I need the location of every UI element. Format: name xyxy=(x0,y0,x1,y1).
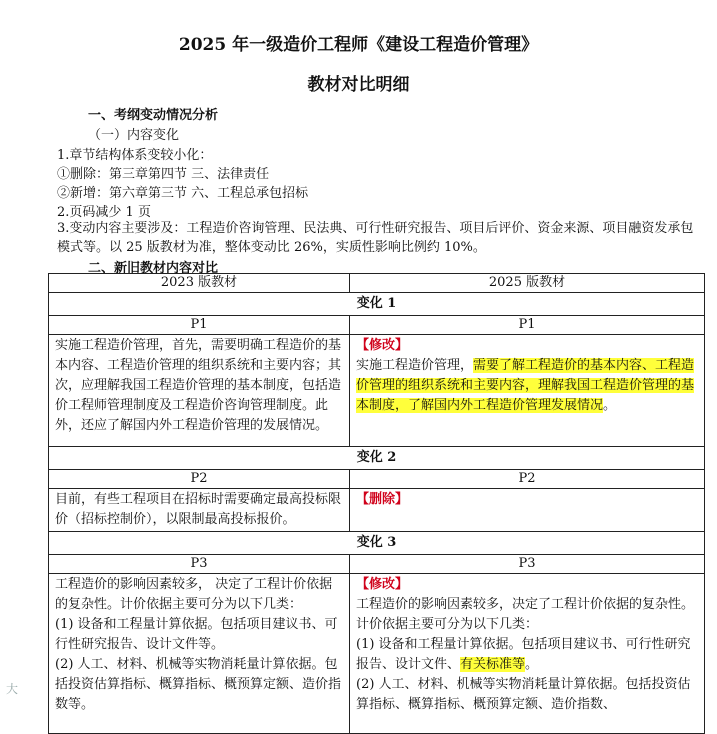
change-label: 变化 3 xyxy=(49,532,705,555)
text-line: 2.页码减少 1 页 xyxy=(57,205,151,220)
old-text-cell: 目前，有些工程项目在招标时需要确定最高投标限价（招标控制价），以限制最高投标报价。 xyxy=(49,489,350,532)
document-title: 2025 年一级造价工程师《建设工程造价管理》 xyxy=(178,35,539,55)
new-text-cell xyxy=(350,574,705,734)
old-text-cell: 实施工程造价管理，首先，需要明确工程造价的基本内容、工程造价管理的组织系统和主要内容；其次，应理解我国工程造价管理的基本制度，包括造价工程师管理制度及工程造价咨询管理制度。此外，还应了解国内外工程造价管理的发展情况。 xyxy=(49,335,350,447)
page-ref-old: P3 xyxy=(49,555,350,574)
text-run: 实施工程造价管理， xyxy=(356,358,474,373)
text-run: 。 xyxy=(603,398,617,413)
text-run: 。 (2) 人工、材料、机械等实物消耗量计算依据。包括投资估算指标、概算指标、概预算定额、造价指数、 xyxy=(356,657,691,712)
comparison-table xyxy=(48,273,705,734)
highlighted-text: 需要了解工程造价的基本内容、工程造价管理的组织系统和主要内容，理解我国工程造价管理的基本制度，了解国内外工程造价管理发展情况 xyxy=(356,358,695,413)
table-header-row xyxy=(49,274,705,293)
old-text-cell: 工程造价的影响因素较多， 决定了工程计价依据的复杂性。计价依据主要可分为以下几类： (1) 设备和工程量计算依据。包括项目建议书、可行性研究报告、设计文件等。 (2) 人工、材料、机械等实物消耗量计算依据。包括投资估算指标、概算指标、概预算定额、造价指数等。 xyxy=(49,574,350,734)
modify-tag: 【修改】 xyxy=(356,577,409,592)
subsection-heading: （一）内容变化 xyxy=(88,128,180,143)
column-header-old: 2023 版教材 xyxy=(49,274,350,293)
text-line: 1.章节结构体系变较小化： xyxy=(57,148,213,163)
delete-tag: 【删除】 xyxy=(356,492,409,507)
text-line: ①删除：第三章第四节 三、法律责任 xyxy=(57,167,270,182)
new-text-cell xyxy=(350,489,705,532)
text-run: 工程造价的影响因素较多，决定了工程计价依据的复杂性。计价依据主要可分为以下几类： (1) 设备和工程量计算依据。包括项目建议书、可行性研究报告、设计文件、 xyxy=(356,597,695,672)
change-label: 变化 2 xyxy=(49,447,705,470)
text-paragraph: 3.变动内容主要涉及：工程造价咨询管理、民法典、可行性研究报告、项目后评价、资金来源、项目融资发承包模式等。以 25 版教材为准，整体变动比 26%，实质性影响比例约 10%。 xyxy=(57,221,694,255)
page-ref-new: P1 xyxy=(350,316,705,335)
text-line: ②新增：第六章第三节 六、工程总承包招标 xyxy=(57,186,309,201)
watermark: 大 xyxy=(6,682,19,696)
page-ref-new: P2 xyxy=(350,470,705,489)
page-ref-new: P3 xyxy=(350,555,705,574)
document-subtitle: 教材对比明细 xyxy=(307,75,410,95)
page-ref-old: P2 xyxy=(49,470,350,489)
section-heading-1: 一、考纲变动情况分析 xyxy=(88,108,219,123)
highlighted-text: 有关标准等 xyxy=(460,657,526,672)
new-text-cell xyxy=(350,335,705,447)
column-header-new: 2025 版教材 xyxy=(350,274,705,293)
page-ref-old: P1 xyxy=(49,316,350,335)
change-label: 变化 1 xyxy=(49,293,705,316)
modify-tag: 【修改】 xyxy=(356,338,409,353)
section-heading-2: 二、新旧教材内容对比 xyxy=(88,261,219,276)
